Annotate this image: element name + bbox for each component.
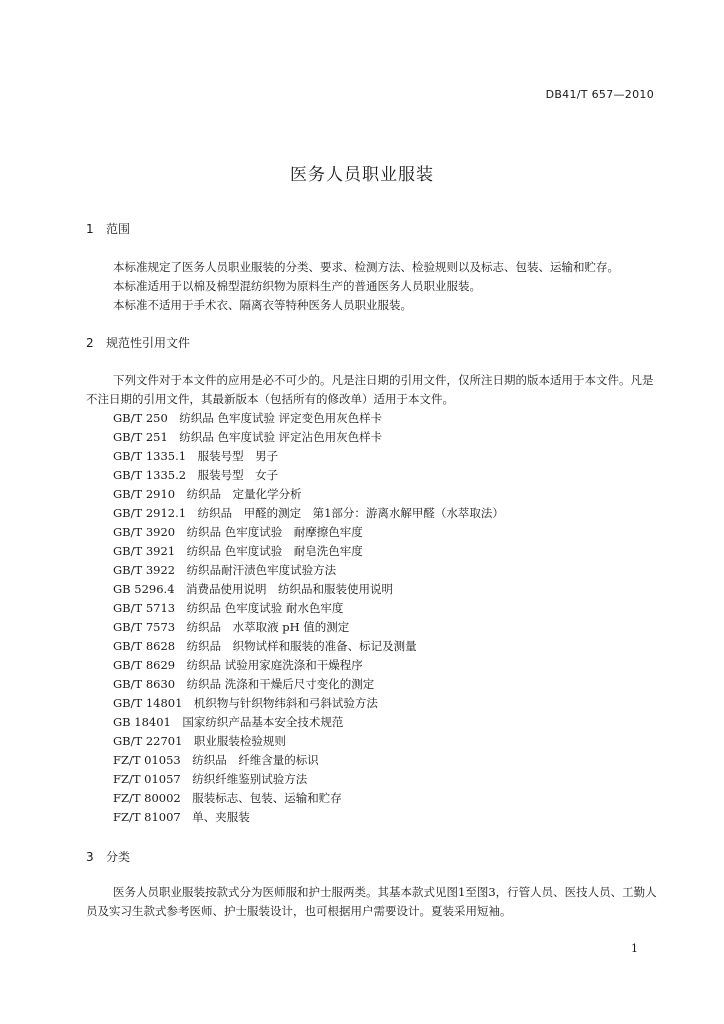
document-title: 医务人员职业服装 (290, 165, 434, 185)
reference-item: GB/T 3921 纺织品 色牢度试验 耐皂洗色牢度 (113, 544, 363, 558)
reference-item: GB/T 3922 纺织品耐汗渍色牢度试验方法 (113, 563, 337, 577)
paragraph: 本标准适用于以棉及棉型混纺织物为原料生产的普通医务人员职业服装。 (113, 279, 481, 293)
section-title: 分类 (106, 850, 131, 864)
section-number: 1 (86, 222, 94, 236)
paragraph: 下列文件对于本文件的应用是必不可少的。凡是注日期的引用文件，仅所注日期的版本适用于本文件。凡是不注日期的引用文件，其最新版本（包括所有的修改单）适用于本文件。 (86, 373, 654, 406)
reference-item: GB 18401 国家纺织产品基本安全技术规范 (113, 715, 344, 729)
document-code: DB41/T 657—2010 (545, 88, 654, 101)
reference-item: GB/T 1335.2 服装号型 女子 (113, 468, 279, 482)
section-1-heading (86, 220, 130, 237)
reference-item: GB/T 8628 纺织品 织物试样和服装的准备、标记及测量 (113, 639, 417, 653)
reference-item: FZ/T 01057 纺织纤维鉴别试验方法 (113, 772, 308, 786)
section-3-heading (86, 848, 130, 865)
reference-item: FZ/T 01053 纺织品 纤维含量的标识 (113, 753, 319, 767)
section-title: 规范性引用文件 (106, 336, 191, 350)
section-number: 2 (86, 336, 94, 350)
reference-item: FZ/T 81007 单、夹服装 (113, 810, 250, 824)
reference-item: GB/T 2910 纺织品 定量化学分析 (113, 487, 302, 501)
reference-item: GB/T 22701 职业服装检验规则 (113, 734, 286, 748)
reference-item: GB/T 14801 机织物与针织物纬斜和弓斜试验方法 (113, 696, 378, 710)
section-1-body (86, 258, 658, 315)
reference-item: GB/T 7573 纺织品 水萃取液 pH 值的测定 (113, 620, 350, 634)
section-2-heading (86, 334, 190, 351)
reference-item: GB 5296.4 消费品使用说明 纺织品和服装使用说明 (113, 582, 394, 596)
section-3-body (86, 883, 658, 921)
reference-item: GB/T 5713 纺织品 色牢度试验 耐水色牢度 (113, 601, 344, 615)
reference-list (113, 409, 658, 827)
section-number: 3 (86, 850, 94, 864)
reference-item: GB/T 2912.1 纺织品 甲醛的测定 第1部分：游离水解甲醛（水萃取法） (113, 506, 504, 520)
reference-item: FZ/T 80002 服装标志、包装、运输和贮存 (113, 791, 342, 805)
reference-item: GB/T 3920 纺织品 色牢度试验 耐摩擦色牢度 (113, 525, 363, 539)
reference-item: GB/T 8629 纺织品 试验用家庭洗涤和干燥程序 (113, 658, 363, 672)
reference-item: GB/T 250 纺织品 色牢度试验 评定变色用灰色样卡 (113, 411, 383, 425)
reference-item: GB/T 1335.1 服装号型 男子 (113, 449, 279, 463)
section-2-intro (86, 371, 658, 409)
paragraph: 医务人员职业服装按款式分为医师服和护士服两类。其基本款式见图1至图3，行管人员、医技人员、工勤人员及实习生款式参考医师、护士服装设计，也可根据用户需要设计。夏装采用短袖。 (86, 885, 657, 918)
section-title: 范围 (106, 222, 131, 236)
page-number: 1 (631, 942, 638, 955)
reference-item: GB/T 251 纺织品 色牢度试验 评定沾色用灰色样卡 (113, 430, 383, 444)
paragraph: 本标准规定了医务人员职业服装的分类、要求、检测方法、检验规则以及标志、包装、运输和贮存。 (113, 260, 619, 274)
reference-item: GB/T 8630 纺织品 洗涤和干燥后尺寸变化的测定 (113, 677, 375, 691)
paragraph: 本标准不适用于手术衣、隔离衣等特种医务人员职业服装。 (113, 298, 412, 312)
